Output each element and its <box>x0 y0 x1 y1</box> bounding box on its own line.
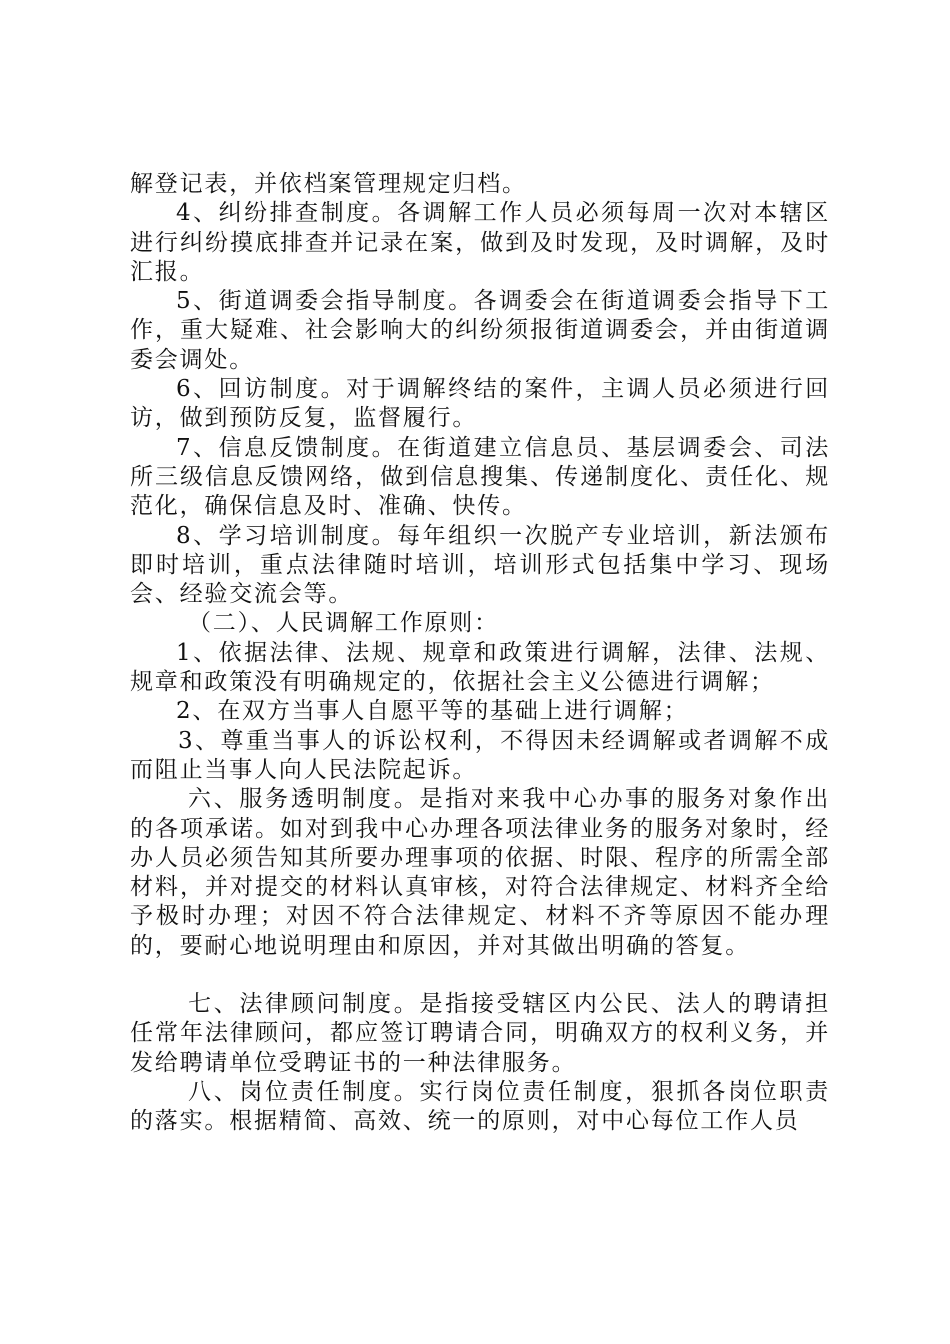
document-body <box>130 170 830 1137</box>
paragraph-training: 8、学习培训制度。每年组织一次脱产专业培训，新法颁布即时培训，重点法律随时培训，培训形式包括集中学习、现场会、经验交流会等。 <box>130 522 830 608</box>
paragraph-principle-1: 1、依据法律、法规、规章和政策进行调解，法律、法规、规章和政策没有明确规定的，依据社会主义公德进行调解； <box>130 639 830 696</box>
paragraph-return-visit: 6、回访制度。对于调解终结的案件，主调人员必须进行回访，做到预防反复，监督履行。 <box>130 376 830 432</box>
paragraph-dispute-screening: 4、纠纷排查制度。各调解工作人员必须每周一次对本辖区进行纠纷摸底排查并记录在案，做到及时发现，及时调解，及时汇报。 <box>130 200 830 285</box>
paragraph-street-guidance: 5、街道调委会指导制度。各调委会在街道调委会指导下工作，重大疑难、社会影响大的纠纷须报街道调委会，并由街道调委会调处。 <box>130 288 830 373</box>
section-heading-mediation-principles: （二）、人民调解工作原则： <box>188 610 499 637</box>
paragraph-information-feedback: 7、信息反馈制度。在街道建立信息员、基层调委会、司法所三级信息反馈网络，做到信息搜集、传递制度化、责任化、规范化，确保信息及时、准确、快传。 <box>130 434 830 520</box>
paragraph-legal-counsel: 七、法律顾问制度。是指接受辖区内公民、法人的聘请担任常年法律顾问，都应签订聘请合同，明确双方的权利义务，并发给聘请单位受聘证书的一种法律服务。 <box>130 991 830 1076</box>
paragraph-principle-2: 2、在双方当事人自愿平等的基础上进行调解； <box>176 698 689 725</box>
paragraph-service-transparency: 六、服务透明制度。是指对来我中心办事的服务对象作出的各项承诺。如对到我中心办理各项法律业务的服务对象时，经办人员必须告知其所要办理事项的依据、时限、程序的所需全部材料，并对提交的材料认真审核，对符合法律规定、材料齐全给予极时办理；对因不符合法律规定、材料不齐等原因不能办理的，要耐心地说明理由和原因，并对其做出明确的答复。 <box>130 786 830 959</box>
paragraph-post-responsibility: 八、岗位责任制度。实行岗位责任制度，狠抓各岗位职责的落实。根据精简、高效、统一的原则，对中心每位工作人员 <box>130 1078 830 1135</box>
paragraph-principle-3: 3、尊重当事人的诉讼权利，不得因未经调解或者调解不成而阻止当事人向人民法院起诉。 <box>130 727 830 783</box>
paragraph-archive-filing: 解登记表，并依档案管理规定归档。 <box>130 171 527 197</box>
